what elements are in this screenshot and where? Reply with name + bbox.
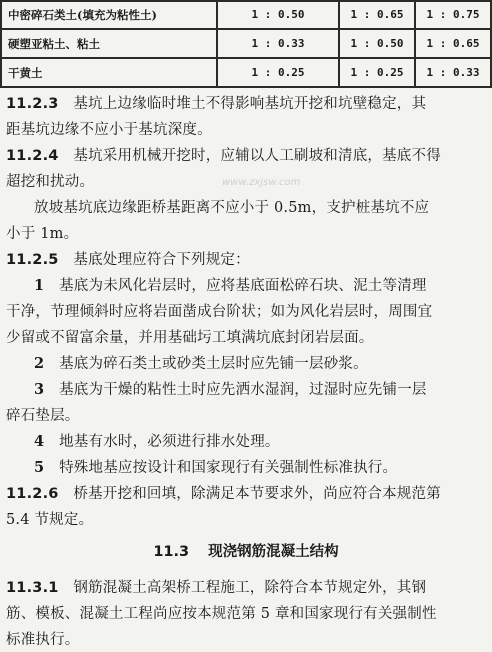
clause-11-2-3-line2: 距基坑边缘不应小于基坑深度。 (6, 122, 212, 138)
item-text: 基底为碎石类土或砂类土层时应先铺一层砂浆。 (59, 356, 368, 372)
clause-11-2-6-line2: 5.4 节规定。 (6, 512, 94, 528)
item-number: 3 (34, 381, 45, 398)
item-number: 2 (34, 355, 45, 372)
item-text: 特殊地基应按设计和国家现行有关强制性标准执行。 (59, 460, 398, 476)
item-4-line1 (34, 431, 280, 453)
table-cell: 1 : 0.50 (251, 8, 305, 21)
clause-11-2-4-line3: 放坡基坑底边缘距桥基距离不应小于 0.5m，支护桩基坑不应 (34, 200, 430, 216)
clause-number: 11.2.3 (6, 96, 59, 112)
item-3-line1 (34, 379, 427, 401)
soil-slope-table (0, 0, 492, 88)
clause-text: 钢筋混凝土高架桥工程施工，除符合本节规定外，其钢 (73, 580, 427, 596)
table-row-divider (0, 28, 492, 30)
table-row-divider (0, 57, 492, 59)
clause-11-3-1-line3: 标准执行。 (6, 632, 80, 648)
section-title: 现浇钢筋混凝土结构 (208, 543, 339, 560)
table-cell: 1 : 0.75 (426, 8, 480, 21)
table-cell: 1 : 0.33 (251, 37, 305, 50)
clause-11-2-6-line1 (6, 483, 441, 505)
item-1-line3: 少留或不留富余量，并用基础圬工填满坑底封闭岩层面。 (6, 330, 374, 346)
table-cell: 1 : 0.25 (251, 66, 305, 79)
table-row-label: 干黄土 (8, 66, 43, 80)
item-text: 地基有水时，必须进行排水处理。 (59, 434, 280, 450)
clause-11-2-5-intro (6, 249, 250, 271)
item-3-line2: 碎石垫层。 (6, 408, 80, 424)
section-number: 11.3 (153, 544, 190, 560)
clause-text: 基坑采用机械开挖时，应辅以人工刷坡和清底，基底不得 (73, 148, 441, 164)
table-row-label: 硬塑亚粘土、粘土 (8, 37, 100, 51)
watermark: www.zxjsw.com (222, 177, 301, 188)
table-cell: 1 : 0.50 (350, 37, 404, 50)
table-row-label: 中密碎石类土(填充为粘性土) (8, 8, 157, 22)
item-text: 基底为干燥的粘性土时应先洒水湿润，过湿时应先铺一层 (59, 382, 427, 398)
clause-number: 11.2.5 (6, 252, 59, 268)
section-heading (0, 541, 492, 563)
clause-11-2-4-line2: 超挖和扰动。 (6, 174, 95, 190)
clause-text: 基坑上边缘临时堆土不得影响基坑开挖和坑壁稳定，其 (73, 96, 427, 112)
clause-11-3-1-line1 (6, 577, 426, 599)
table-cell: 1 : 0.65 (426, 37, 480, 50)
clause-11-2-4-line1 (6, 145, 441, 167)
item-text: 基底为未风化岩层时，应将基底面松碎石块、泥土等清理 (59, 278, 427, 294)
clause-11-2-3-line1 (6, 93, 426, 115)
item-2-line1 (34, 353, 368, 375)
clause-number: 11.2.6 (6, 486, 59, 502)
item-number: 5 (34, 459, 45, 476)
table-border-left (0, 0, 2, 88)
item-1-line2: 干净，节理倾斜时应将岩面凿成台阶状；如为风化岩层时，周围宜 (6, 304, 433, 320)
clause-11-3-1-line2: 筋、模板、混凝土工程尚应按本规范第 5 章和国家现行有关强制性 (6, 606, 437, 622)
item-1-line1 (34, 275, 427, 297)
clause-11-2-4-line4: 小于 1m。 (6, 226, 79, 242)
table-cell: 1 : 0.65 (350, 8, 404, 21)
table-border-bottom (0, 86, 492, 88)
clause-number: 11.3.1 (6, 580, 59, 596)
table-cell: 1 : 0.33 (426, 66, 480, 79)
clause-number: 11.2.4 (6, 148, 59, 164)
item-5-line1 (34, 457, 397, 479)
item-number: 1 (34, 277, 45, 294)
clause-text: 桥基开挖和回填，除满足本节要求外，尚应符合本规范第 (73, 486, 441, 502)
item-number: 4 (34, 433, 45, 450)
table-cell: 1 : 0.25 (350, 66, 404, 79)
clause-text: 基底处理应符合下列规定： (73, 252, 250, 268)
